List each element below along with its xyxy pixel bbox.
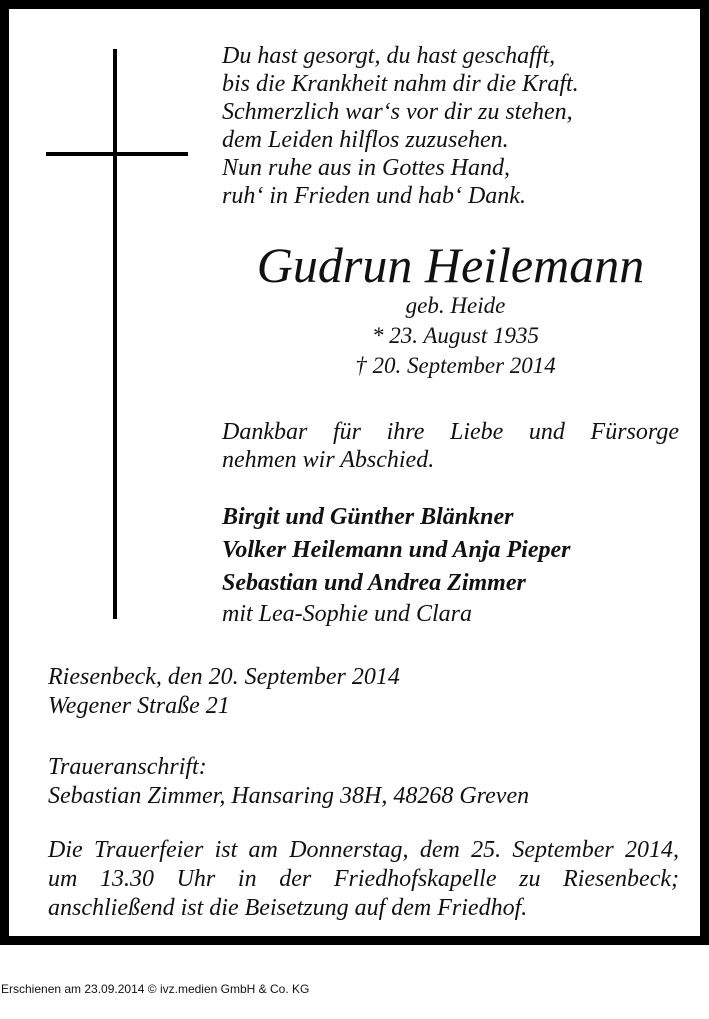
family-signatures <box>222 501 692 628</box>
ceremony-line: anschließend ist die Beisetzung auf dem Friedhof. <box>48 895 528 921</box>
thanks-text <box>222 418 679 474</box>
death-date: † 20. September 2014 <box>355 353 556 378</box>
family-children: mit Lea-Sophie und Clara <box>222 601 472 627</box>
thanks-line: nehmen wir Abschied. <box>222 447 435 473</box>
deceased-dates <box>222 291 689 381</box>
poem-line: bis die Krankheit nahm dir die Kraft. <box>222 71 579 97</box>
poem <box>222 42 692 210</box>
ceremony-info <box>48 836 679 923</box>
family-member: Birgit und Günther Blänkner <box>222 504 514 530</box>
poem-line: Schmerzlich war‘s vor dir zu stehen, <box>222 99 573 125</box>
family-member: Volker Heilemann und Anja Pieper <box>222 537 571 563</box>
cross-icon-horizontal-bar <box>46 152 188 156</box>
poem-line: dem Leiden hilflos zuzusehen. <box>222 127 509 153</box>
place-and-date <box>48 663 679 721</box>
mourning-address-value: Sebastian Zimmer, Hansaring 38H, 48268 Greven <box>48 783 530 809</box>
family-member: Sebastian und Andrea Zimmer <box>222 570 526 596</box>
ceremony-line: um 13.30 Uhr in der Friedhofskapelle zu Riesenbeck; <box>48 866 679 892</box>
birth-date: * 23. August 1935 <box>372 323 539 348</box>
deceased-name: Gudrun Heilemann <box>256 237 645 293</box>
maiden-name: geb. Heide <box>405 293 506 318</box>
street-address: Wegener Straße 21 <box>48 693 230 719</box>
cross-icon-vertical-bar <box>113 49 117 619</box>
place-date-line: Riesenbeck, den 20. September 2014 <box>48 664 400 690</box>
poem-line: Du hast gesorgt, du hast geschafft, <box>222 43 556 69</box>
poem-line: ruh‘ in Frieden und hab‘ Dank. <box>222 183 526 209</box>
mourning-address <box>48 753 679 811</box>
publication-footer: Erschienen am 23.09.2014 © ivz.medien GmbH & Co. KG <box>1 982 310 996</box>
mourning-address-label: Traueranschrift: <box>48 754 207 780</box>
ceremony-line: Die Trauerfeier ist am Donnerstag, dem 25. September 2014, <box>48 837 679 863</box>
poem-line: Nun ruhe aus in Gottes Hand, <box>222 155 510 181</box>
thanks-line: Dankbar für ihre Liebe und Fürsorge <box>222 419 679 445</box>
